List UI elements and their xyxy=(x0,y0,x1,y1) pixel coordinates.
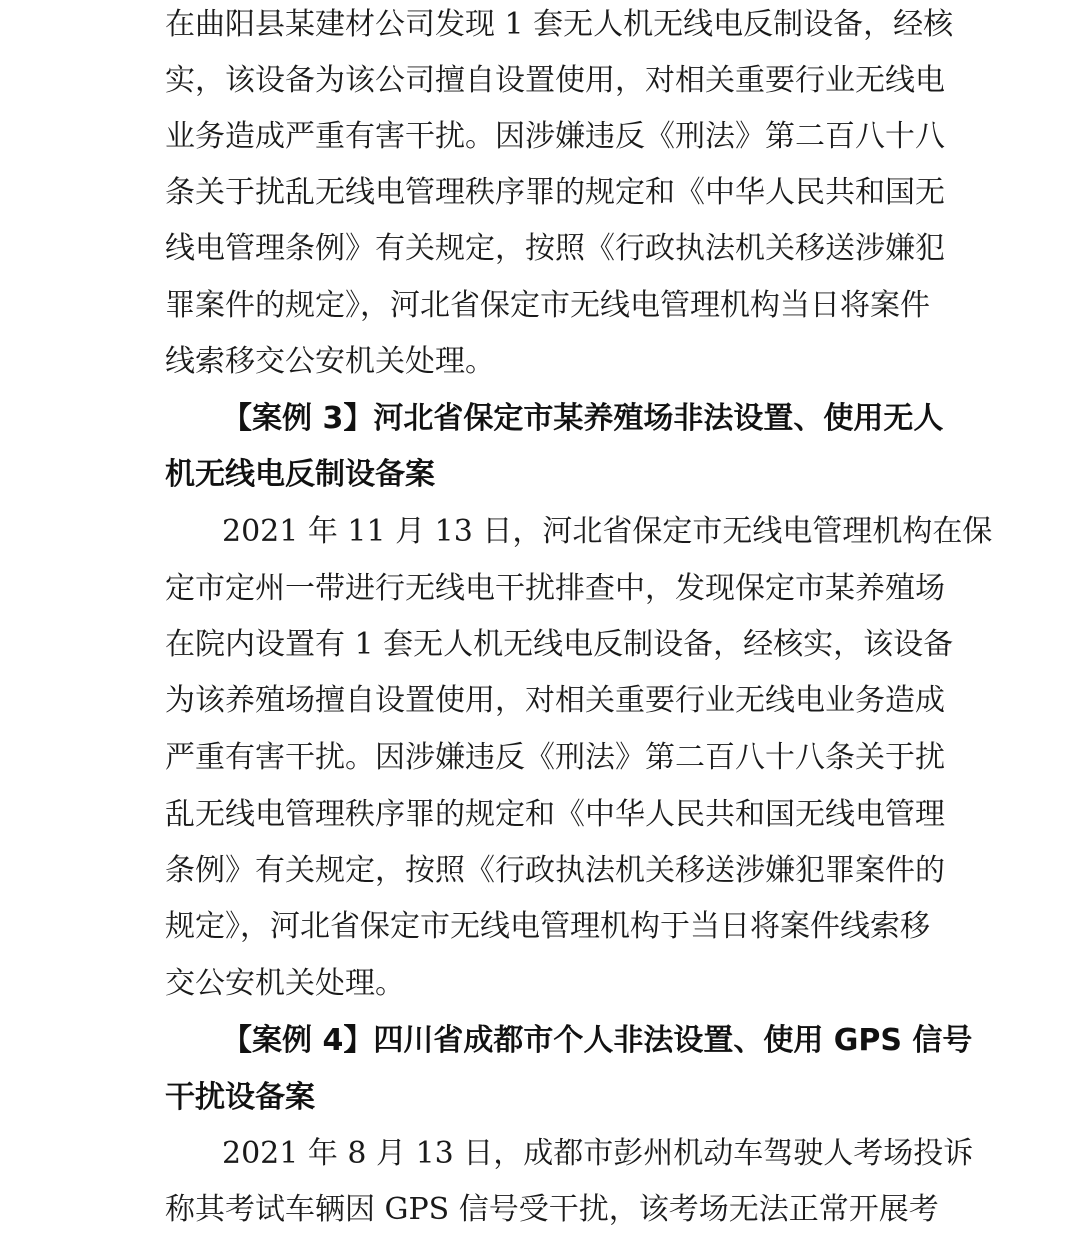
body-text-line: 实，该设备为该公司擅自设置使用，对相关重要行业无线电 xyxy=(165,63,945,98)
body-text-line: 线索移交公安机关处理。 xyxy=(165,344,495,379)
case-3-heading: 【案例 3】河北省保定市某养殖场非法设置、使用无人 xyxy=(222,401,944,436)
case-4-heading: 【案例 4】四川省成都市个人非法设置、使用 GPS 信号 xyxy=(222,1023,973,1058)
case-4-heading-continued: 干扰设备案 xyxy=(165,1080,315,1115)
body-text-line: 交公安机关处理。 xyxy=(165,966,405,1001)
body-text-line: 规定》，河北省保定市无线电管理机构于当日将案件线索移 xyxy=(165,909,930,944)
body-text-line: 罪案件的规定》，河北省保定市无线电管理机构当日将案件 xyxy=(165,288,930,323)
case-3-heading-continued: 机无线电反制设备案 xyxy=(165,457,435,492)
body-text-line: 乱无线电管理秩序罪的规定和《中华人民共和国无线电管理 xyxy=(165,797,945,832)
body-text-line: 2021 年 11 月 13 日，河北省保定市无线电管理机构在保 xyxy=(222,514,993,549)
body-text-line: 业务造成严重有害干扰。因涉嫌违反《刑法》第二百八十八 xyxy=(165,119,945,154)
body-text-line: 条关于扰乱无线电管理秩序罪的规定和《中华人民共和国无 xyxy=(165,175,945,210)
body-text-line: 定市定州一带进行无线电干扰排查中，发现保定市某养殖场 xyxy=(165,571,945,606)
body-text-line: 为该养殖场擅自设置使用，对相关重要行业无线电业务造成 xyxy=(165,683,945,718)
body-text-line: 条例》有关规定，按照《行政执法机关移送涉嫌犯罪案件的 xyxy=(165,853,945,888)
body-text-line: 在院内设置有 1 套无人机无线电反制设备，经核实，该设备 xyxy=(165,627,954,662)
body-text-line: 在曲阳县某建材公司发现 1 套无人机无线电反制设备，经核 xyxy=(165,7,954,42)
body-text-line: 线电管理条例》有关规定，按照《行政执法机关移送涉嫌犯 xyxy=(165,231,945,266)
body-text-line: 2021 年 8 月 13 日，成都市彭州机动车驾驶人考场投诉 xyxy=(222,1136,974,1171)
body-text-line: 称其考试车辆因 GPS 信号受干扰，该考场无法正常开展考 xyxy=(165,1192,939,1227)
body-text-line: 严重有害干扰。因涉嫌违反《刑法》第二百八十八条关于扰 xyxy=(165,740,945,775)
